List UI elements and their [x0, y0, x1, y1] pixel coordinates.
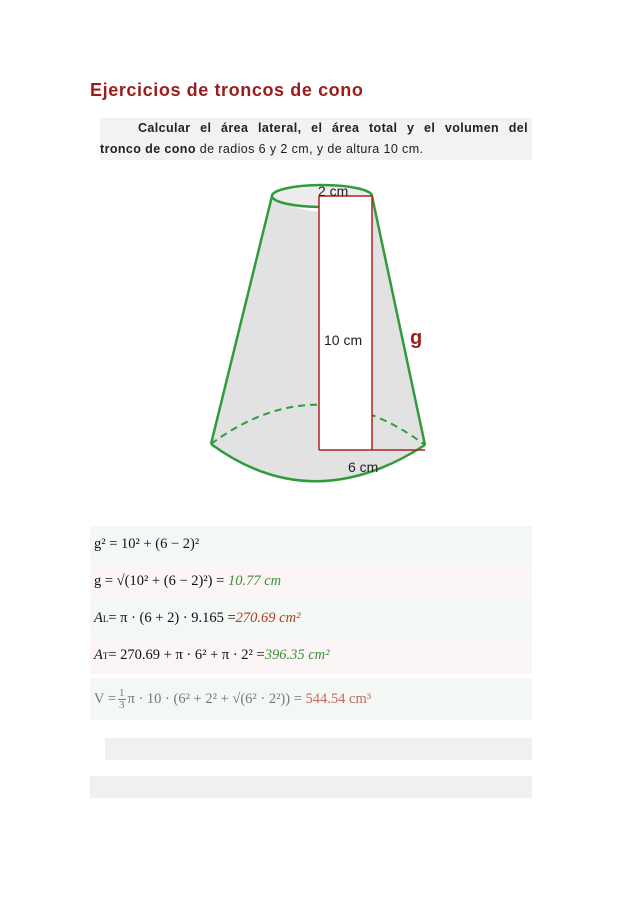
truncated-cone-figure: [180, 175, 460, 510]
formula-5-numerator: 1: [119, 686, 125, 699]
label-bottom-radius: 6 cm: [348, 459, 379, 475]
formula-4-result: 396.35 cm²: [264, 647, 330, 663]
problem-line-1: [100, 118, 532, 139]
formula-2-text: g = √(10² + (6 − 2)²) =: [94, 573, 225, 589]
cone-body: [211, 196, 425, 481]
formula-2-result: 10.77 cm: [227, 573, 282, 589]
problem-line-2: [100, 139, 532, 160]
page-title: Ejercicios de troncos de cono: [90, 80, 364, 100]
formula-1-text: g² = 10² + (6 − 2)²: [94, 536, 200, 552]
formula-lateral-area: [90, 600, 532, 637]
formula-generatrix: [90, 563, 532, 600]
height-rectangle: [319, 196, 372, 450]
formula-total-area: [90, 637, 532, 674]
formula-5-result: 544.54 cm³: [305, 690, 372, 707]
formula-4-subscript: T: [102, 650, 109, 661]
formula-5-denominator: 3: [119, 698, 125, 711]
label-generatrix: g: [410, 327, 423, 349]
formula-5-text: π · 10 · (6² + 2² + √(6² · 2²)) =: [127, 690, 302, 707]
formula-3-symbol: A: [94, 610, 103, 626]
formula-volume: [90, 678, 532, 720]
problem-line-1-bold: Calcular el área lateral, el área total y el volumen del: [138, 121, 528, 135]
formula-3-result: 270.69 cm²: [235, 610, 301, 626]
problem-statement: [100, 118, 532, 160]
formula-5-lhs: V =: [94, 690, 117, 707]
formula-5-fraction: [118, 688, 126, 711]
label-top-radius: 2 cm: [318, 183, 349, 199]
empty-shaded-bar-1: [105, 738, 532, 760]
formula-generatrix-squared: [90, 526, 532, 563]
formula-3-subscript: L: [102, 613, 109, 624]
empty-shaded-bar-2: [90, 776, 532, 798]
problem-line-2-rest: de radios 6 y 2 cm, y de altura 10 cm.: [195, 142, 424, 156]
problem-line-2-bold: tronco de cono: [100, 142, 196, 156]
formula-4-symbol: A: [94, 647, 103, 663]
formula-3-text: = π · (6 + 2) · 9.165 =: [108, 610, 236, 626]
label-height: 10 cm: [324, 332, 363, 348]
formula-4-text: = 270.69 + π · 6² + π · 2² =: [108, 647, 265, 663]
